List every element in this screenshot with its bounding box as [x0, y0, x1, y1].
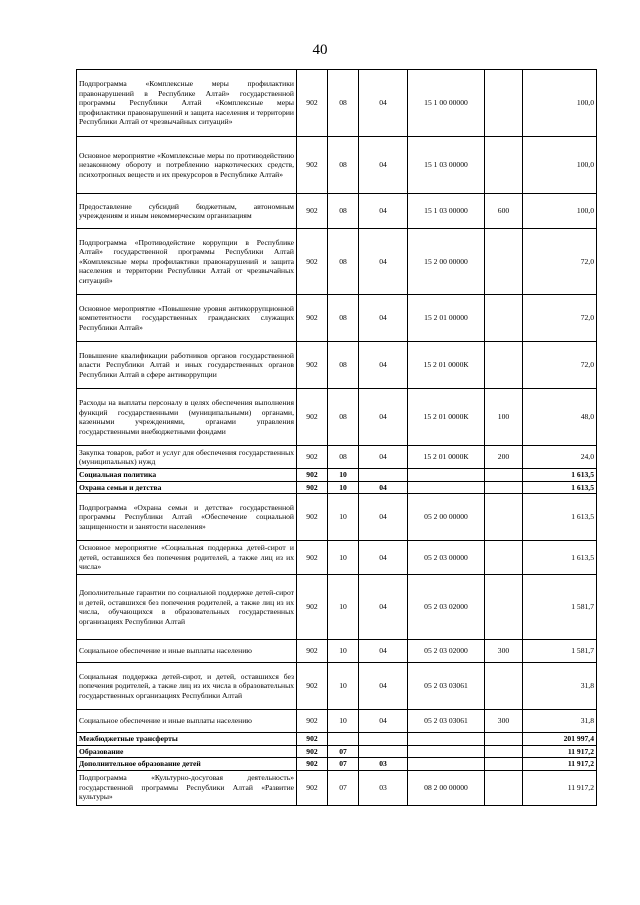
row-gr-cell: 902 — [297, 640, 328, 663]
row-vr-cell — [485, 342, 523, 389]
table-row — [77, 745, 597, 758]
row-gr-cell: 902 — [297, 229, 328, 295]
row-gr-cell: 902 — [297, 541, 328, 575]
row-vr-cell: 300 — [485, 640, 523, 663]
row-pr-cell: 04 — [359, 295, 408, 342]
row-rz-cell: 10 — [328, 494, 359, 541]
row-name-cell: Дополнительное образование детей — [77, 758, 297, 771]
row-csr-cell — [408, 758, 485, 771]
row-csr-cell: 15 1 03 00000 — [408, 137, 485, 194]
table-row — [77, 194, 597, 229]
row-csr-cell — [408, 733, 485, 746]
budget-table — [76, 69, 597, 806]
table-row — [77, 541, 597, 575]
table-row — [77, 342, 597, 389]
row-vr-cell — [485, 541, 523, 575]
row-pr-cell: 04 — [359, 494, 408, 541]
row-name-cell: Закупка товаров, работ и услуг для обеспечения государственных (муниципальных) нужд — [77, 446, 297, 469]
row-rz-cell: 07 — [328, 758, 359, 771]
table-row — [77, 481, 597, 494]
row-rz-cell: 08 — [328, 295, 359, 342]
row-csr-cell: 05 2 03 02000 — [408, 640, 485, 663]
row-name-cell: Социальное обеспечение и иные выплаты населению — [77, 640, 297, 663]
row-gr-cell: 902 — [297, 295, 328, 342]
row-name-cell: Подпрограмма «Культурно-досуговая деятельность» государственной программы Республики Алтай «Развитие культуры» — [77, 770, 297, 805]
row-pr-cell: 04 — [359, 481, 408, 494]
table-row — [77, 446, 597, 469]
row-sum-cell: 31,8 — [523, 663, 597, 710]
row-sum-cell: 1 613,5 — [523, 494, 597, 541]
table-row — [77, 229, 597, 295]
row-csr-cell: 15 2 01 0000К — [408, 342, 485, 389]
row-pr-cell: 04 — [359, 194, 408, 229]
row-gr-cell: 902 — [297, 575, 328, 640]
row-gr-cell: 902 — [297, 446, 328, 469]
row-gr-cell: 902 — [297, 710, 328, 733]
row-pr-cell: 04 — [359, 342, 408, 389]
table-row — [77, 137, 597, 194]
row-rz-cell: 10 — [328, 575, 359, 640]
row-pr-cell: 04 — [359, 640, 408, 663]
row-gr-cell: 902 — [297, 194, 328, 229]
row-vr-cell — [485, 494, 523, 541]
row-csr-cell — [408, 469, 485, 482]
row-vr-cell — [485, 663, 523, 710]
row-rz-cell: 10 — [328, 481, 359, 494]
row-pr-cell: 04 — [359, 575, 408, 640]
row-sum-cell: 72,0 — [523, 295, 597, 342]
row-csr-cell: 15 2 01 0000К — [408, 446, 485, 469]
row-gr-cell: 902 — [297, 481, 328, 494]
row-gr-cell: 902 — [297, 70, 328, 137]
row-rz-cell: 10 — [328, 663, 359, 710]
row-sum-cell: 100,0 — [523, 70, 597, 137]
row-vr-cell — [485, 481, 523, 494]
table-row — [77, 663, 597, 710]
row-vr-cell: 600 — [485, 194, 523, 229]
row-csr-cell: 05 2 03 02000 — [408, 575, 485, 640]
row-csr-cell: 15 2 00 00000 — [408, 229, 485, 295]
row-pr-cell: 04 — [359, 663, 408, 710]
table-row — [77, 389, 597, 446]
row-vr-cell — [485, 469, 523, 482]
row-vr-cell — [485, 745, 523, 758]
row-vr-cell — [485, 295, 523, 342]
row-sum-cell: 11 917,2 — [523, 745, 597, 758]
row-pr-cell — [359, 733, 408, 746]
row-pr-cell: 04 — [359, 70, 408, 137]
row-csr-cell: 05 2 03 03061 — [408, 663, 485, 710]
row-name-cell: Социальная поддержка детей-сирот, и детей, оставшихся без попечения родителей, а также лиц из их числа в образовательных государственных организациях Республики Алтай — [77, 663, 297, 710]
row-csr-cell: 15 1 00 00000 — [408, 70, 485, 137]
row-name-cell: Предоставление субсидий бюджетным, автономным учреждениям и иным некоммерческим организациям — [77, 194, 297, 229]
row-gr-cell: 902 — [297, 494, 328, 541]
row-vr-cell: 100 — [485, 389, 523, 446]
table-row — [77, 70, 597, 137]
row-pr-cell — [359, 469, 408, 482]
row-vr-cell — [485, 70, 523, 137]
row-rz-cell — [328, 733, 359, 746]
row-name-cell: Дополнительные гарантии по социальной поддержке детей-сирот и детей, оставшихся без попечения родителей, а также лиц из их числа, обучающихся в образовательных государственных организациях Республики Алтай — [77, 575, 297, 640]
row-rz-cell: 07 — [328, 770, 359, 805]
table-row — [77, 469, 597, 482]
row-pr-cell: 03 — [359, 758, 408, 771]
row-csr-cell — [408, 745, 485, 758]
row-name-cell: Расходы на выплаты персоналу в целях обеспечения выполнения функций государственными (муниципальными) органами, казенными учреждениями, органами управления государственными внебюджетными фондами — [77, 389, 297, 446]
row-csr-cell — [408, 481, 485, 494]
row-sum-cell: 72,0 — [523, 342, 597, 389]
row-rz-cell: 08 — [328, 446, 359, 469]
row-name-cell: Подпрограмма «Противодействие коррупции в Республике Алтай» государственной программы Республики Алтай «Комплексные меры профилактики правонарушений и защита населения и территории Республики Алтай от чрезвычайных ситуаций» — [77, 229, 297, 295]
row-pr-cell: 04 — [359, 389, 408, 446]
row-csr-cell: 15 2 01 00000 — [408, 295, 485, 342]
row-name-cell: Повышение квалификации работников органов государственной власти Республики Алтай и иных государственных органов Республики Алтай в сфере антикоррупции — [77, 342, 297, 389]
row-name-cell: Охрана семьи и детства — [77, 481, 297, 494]
row-rz-cell: 10 — [328, 710, 359, 733]
row-gr-cell: 902 — [297, 342, 328, 389]
row-name-cell: Социальная политика — [77, 469, 297, 482]
row-csr-cell: 15 1 03 00000 — [408, 194, 485, 229]
row-sum-cell: 11 917,2 — [523, 758, 597, 771]
row-vr-cell — [485, 575, 523, 640]
row-sum-cell: 1 581,7 — [523, 575, 597, 640]
table-row — [77, 640, 597, 663]
row-gr-cell: 902 — [297, 137, 328, 194]
row-pr-cell: 04 — [359, 137, 408, 194]
budget-table-body — [77, 70, 597, 806]
row-rz-cell: 08 — [328, 229, 359, 295]
table-row — [77, 770, 597, 805]
row-sum-cell: 100,0 — [523, 194, 597, 229]
row-rz-cell: 08 — [328, 194, 359, 229]
row-rz-cell: 10 — [328, 640, 359, 663]
row-gr-cell: 902 — [297, 758, 328, 771]
row-vr-cell — [485, 758, 523, 771]
table-row — [77, 295, 597, 342]
row-pr-cell — [359, 745, 408, 758]
row-name-cell: Основное мероприятие «Повышение уровня антикоррупционной компетентности государственных гражданских служащих Республики Алтай» — [77, 295, 297, 342]
row-gr-cell: 902 — [297, 469, 328, 482]
row-vr-cell — [485, 137, 523, 194]
row-csr-cell: 05 2 03 00000 — [408, 541, 485, 575]
row-pr-cell: 04 — [359, 541, 408, 575]
row-rz-cell: 10 — [328, 469, 359, 482]
row-name-cell: Подпрограмма «Охрана семьи и детства» государственной программы Республики Алтай «Обеспечение социальной защищенности и занятости населения» — [77, 494, 297, 541]
row-gr-cell: 902 — [297, 389, 328, 446]
row-rz-cell: 08 — [328, 389, 359, 446]
row-vr-cell: 200 — [485, 446, 523, 469]
row-csr-cell: 05 2 03 03061 — [408, 710, 485, 733]
row-name-cell: Образование — [77, 745, 297, 758]
row-sum-cell: 1 581,7 — [523, 640, 597, 663]
table-row — [77, 758, 597, 771]
row-gr-cell: 902 — [297, 770, 328, 805]
row-sum-cell: 48,0 — [523, 389, 597, 446]
row-vr-cell — [485, 229, 523, 295]
row-vr-cell — [485, 733, 523, 746]
row-name-cell: Подпрограмма «Комплексные меры профилактики правонарушений в Республике Алтай» государственной программы Республики Алтай «Комплексные меры профилактики правонарушений и защита населения и территории Республики Алтай от чрезвычайных ситуаций» — [77, 70, 297, 137]
row-pr-cell: 04 — [359, 446, 408, 469]
table-row — [77, 710, 597, 733]
row-name-cell: Основное мероприятие «Комплексные меры по противодействию незаконному обороту и потреблению наркотических средств, психотропных веществ и их прекурсоров в Республике Алтай» — [77, 137, 297, 194]
row-vr-cell: 300 — [485, 710, 523, 733]
row-sum-cell: 1 613,5 — [523, 481, 597, 494]
row-rz-cell: 07 — [328, 745, 359, 758]
row-rz-cell: 08 — [328, 137, 359, 194]
row-csr-cell: 08 2 00 00000 — [408, 770, 485, 805]
row-sum-cell: 201 997,4 — [523, 733, 597, 746]
row-sum-cell: 31,8 — [523, 710, 597, 733]
row-csr-cell: 05 2 00 00000 — [408, 494, 485, 541]
row-rz-cell: 08 — [328, 342, 359, 389]
row-name-cell: Межбюджетные трансферты — [77, 733, 297, 746]
row-sum-cell: 100,0 — [523, 137, 597, 194]
row-rz-cell: 08 — [328, 70, 359, 137]
table-row — [77, 575, 597, 640]
row-gr-cell: 902 — [297, 733, 328, 746]
table-row — [77, 733, 597, 746]
row-sum-cell: 72,0 — [523, 229, 597, 295]
row-pr-cell: 04 — [359, 710, 408, 733]
row-vr-cell — [485, 770, 523, 805]
table-row — [77, 494, 597, 541]
row-sum-cell: 1 613,5 — [523, 541, 597, 575]
row-sum-cell: 1 613,5 — [523, 469, 597, 482]
row-pr-cell: 04 — [359, 229, 408, 295]
row-name-cell: Социальное обеспечение и иные выплаты населению — [77, 710, 297, 733]
row-pr-cell: 03 — [359, 770, 408, 805]
row-sum-cell: 11 917,2 — [523, 770, 597, 805]
row-sum-cell: 24,0 — [523, 446, 597, 469]
row-csr-cell: 15 2 01 0000К — [408, 389, 485, 446]
row-gr-cell: 902 — [297, 663, 328, 710]
row-rz-cell: 10 — [328, 541, 359, 575]
row-gr-cell: 902 — [297, 745, 328, 758]
row-name-cell: Основное мероприятие «Социальная поддержка детей-сирот и детей, оставшихся без попечения родителей, а также лиц из их числа» — [77, 541, 297, 575]
page-number: 40 — [312, 42, 328, 58]
